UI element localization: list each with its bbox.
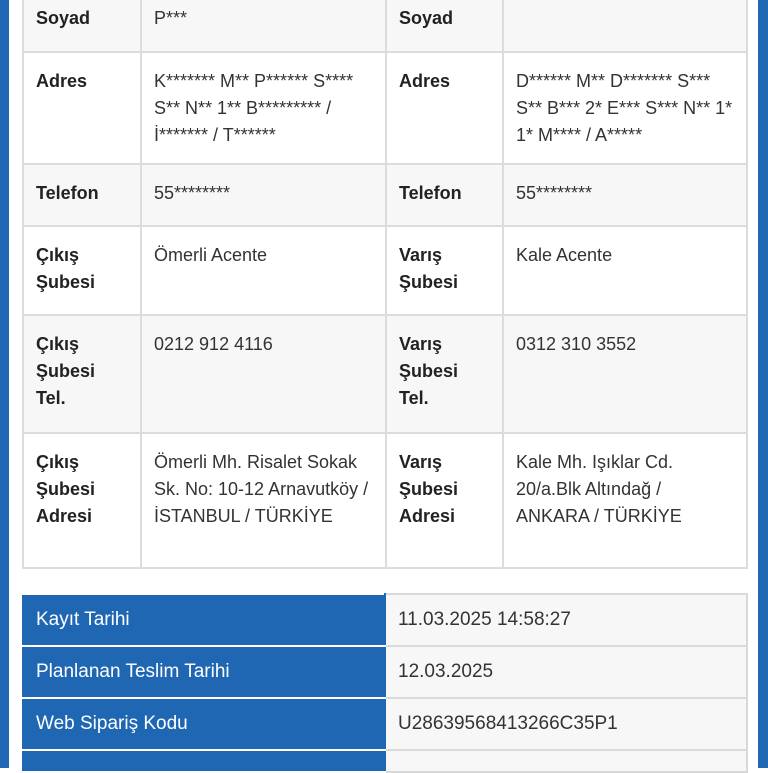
arrival-branch-address-value: Kale Mh. Işıklar Cd. 20/a.Blk Altındağ / ANKARA / TÜRKİYE: [503, 433, 747, 568]
shipment-meta-table: [22, 593, 748, 773]
receiver-address-label: Adres: [386, 52, 503, 164]
sender-receiver-table: [22, 0, 748, 569]
meta-row-planned-delivery: [23, 646, 747, 698]
departure-branch-value: Ömerli Acente: [141, 226, 386, 315]
meta-row-partial: [23, 750, 747, 772]
receiver-phone-value: 55********: [503, 164, 747, 226]
departure-branch-phone-value: 0212 912 4116: [141, 315, 386, 433]
departure-branch-label: Çıkış Şubesi: [23, 226, 141, 315]
row-branch: [23, 226, 747, 315]
arrival-branch-label: Varış Şubesi: [386, 226, 503, 315]
arrival-branch-address-label: Varış Şubesi Adresi: [386, 433, 503, 568]
row-branch-address: [23, 433, 747, 568]
page-edge-right: [758, 0, 768, 768]
sender-phone-label: Telefon: [23, 164, 141, 226]
row-surname: [23, 0, 747, 52]
web-order-code-value: U28639568413266C35P1: [385, 698, 747, 750]
arrival-branch-phone-label: Varış Şubesi Tel.: [386, 315, 503, 433]
partial-row-value: [385, 750, 747, 772]
row-address: [23, 52, 747, 164]
receiver-surname-value: [503, 0, 747, 52]
receiver-address-value: D****** M** D******* S*** S** B*** 2* E*** S*** N** 1* 1* M**** / A*****: [503, 52, 747, 164]
departure-branch-phone-label: Çıkış Şubesi Tel.: [23, 315, 141, 433]
sender-address-label: Adres: [23, 52, 141, 164]
departure-branch-address-value: Ömerli Mh. Risalet Sokak Sk. No: 10-12 Arnavutköy / İSTANBUL / TÜRKİYE: [141, 433, 386, 568]
page-edge-left: [0, 0, 9, 768]
row-branch-phone: [23, 315, 747, 433]
partial-row-label: [23, 750, 385, 772]
sender-surname-label: Soyad: [23, 0, 141, 52]
receiver-surname-label: Soyad: [386, 0, 503, 52]
meta-row-registration-date: [23, 594, 747, 646]
row-phone: [23, 164, 747, 226]
receiver-phone-label: Telefon: [386, 164, 503, 226]
planned-delivery-label: Planlanan Teslim Tarihi: [23, 646, 385, 698]
meta-row-web-order-code: [23, 698, 747, 750]
web-order-code-label: Web Sipariş Kodu: [23, 698, 385, 750]
registration-date-value: 11.03.2025 14:58:27: [385, 594, 747, 646]
arrival-branch-value: Kale Acente: [503, 226, 747, 315]
departure-branch-address-label: Çıkış Şubesi Adresi: [23, 433, 141, 568]
sender-phone-value: 55********: [141, 164, 386, 226]
registration-date-label: Kayıt Tarihi: [23, 594, 385, 646]
arrival-branch-phone-value: 0312 310 3552: [503, 315, 747, 433]
sender-address-value: K******* M** P****** S**** S** N** 1** B********* / İ******* / T******: [141, 52, 386, 164]
sender-surname-value: P***: [141, 0, 386, 52]
planned-delivery-value: 12.03.2025: [385, 646, 747, 698]
